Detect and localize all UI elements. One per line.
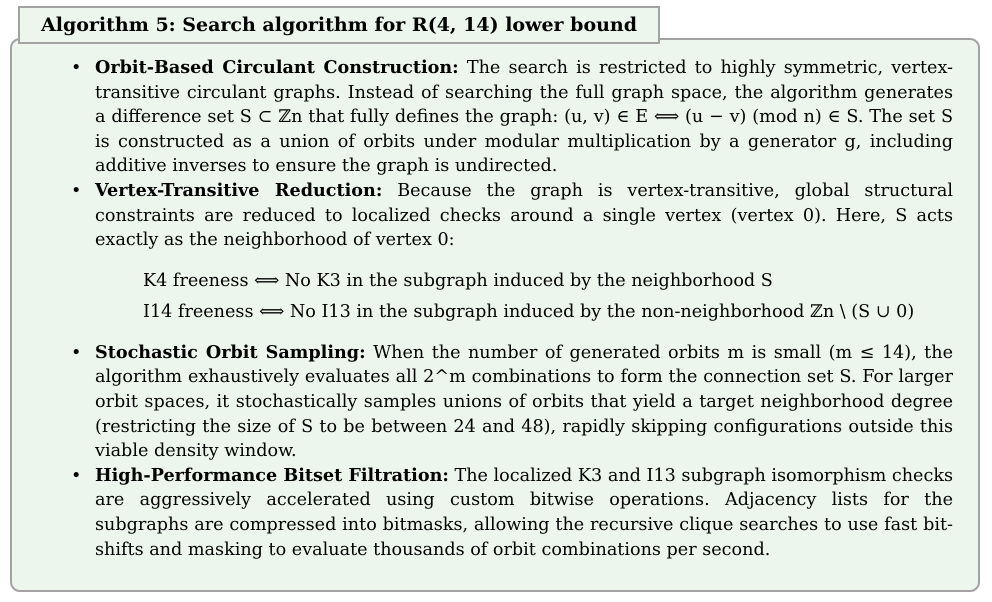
- math-display: [95, 253, 953, 341]
- item-text: The localized K3 and I13 subgraph isomorphism checks are aggressively accelerated using custom bitwise operations. Adjacency lists for the subgraphs are compressed into bitmasks, allowing the recursive clique searches to use fast bit-shifts and masking to evaluate thousands of orbit combinations per second.: [95, 465, 954, 560]
- list-item: [71, 341, 953, 464]
- bullet-icon: •: [71, 465, 82, 486]
- bullet-icon: •: [71, 342, 82, 363]
- list-item: [71, 464, 953, 562]
- list-item: [71, 179, 953, 341]
- math-line-k4: K4 freeness ⟺ No K3 in the subgraph induced by the neighborhood S: [143, 270, 773, 291]
- item-lead: Orbit-Based Circulant Construction:: [95, 57, 459, 78]
- bullet-icon: •: [71, 180, 82, 201]
- item-lead: Vertex-Transitive Reduction:: [95, 179, 383, 201]
- item-lead: Stochastic Orbit Sampling:: [95, 341, 366, 363]
- item-text: Because the graph is vertex-transitive, global structural constraints are reduced to localized checks around a single vertex (vertex 0). Here, S acts exactly as the neighborhood of vertex 0:: [95, 180, 953, 251]
- bullet-icon: •: [71, 58, 82, 78]
- math-line-i14: I14 freeness ⟺ No I13 in the subgraph induced by the non-neighborhood ℤn \ (S ∪ 0): [143, 301, 915, 322]
- list-item: [71, 56, 953, 179]
- item-text: When the number of generated orbits m is small (m ≤ 14), the algorithm exhaustively evaluates all 2^m combinations to form the connection set S. For larger orbit spaces, it stochastically samples unions of orbits that yield a target neighborhood degree (restricting the size of S to be between 24 and 48), rapidly skipping configurations outside this viable density window.: [95, 342, 953, 462]
- item-lead: High-Performance Bitset Filtration:: [95, 464, 449, 486]
- algorithm-title: Algorithm 5: Search algorithm for R(4, 14) lower bound: [18, 6, 660, 44]
- item-text: The search is restricted to highly symmetric, vertex-transitive circulant graphs. Instead of searching the full graph space, the algorithm generates a difference set S ⊂ ℤn that fully defines the graph: (u, v) ∈ E ⟺ (u − v) (mod n) ∈ S. The set S is constructed as a union of orbits under modular multiplication by a generator g, including additive inverses to ensure the graph is undirected.: [95, 58, 954, 177]
- algorithm-content: [71, 56, 953, 562]
